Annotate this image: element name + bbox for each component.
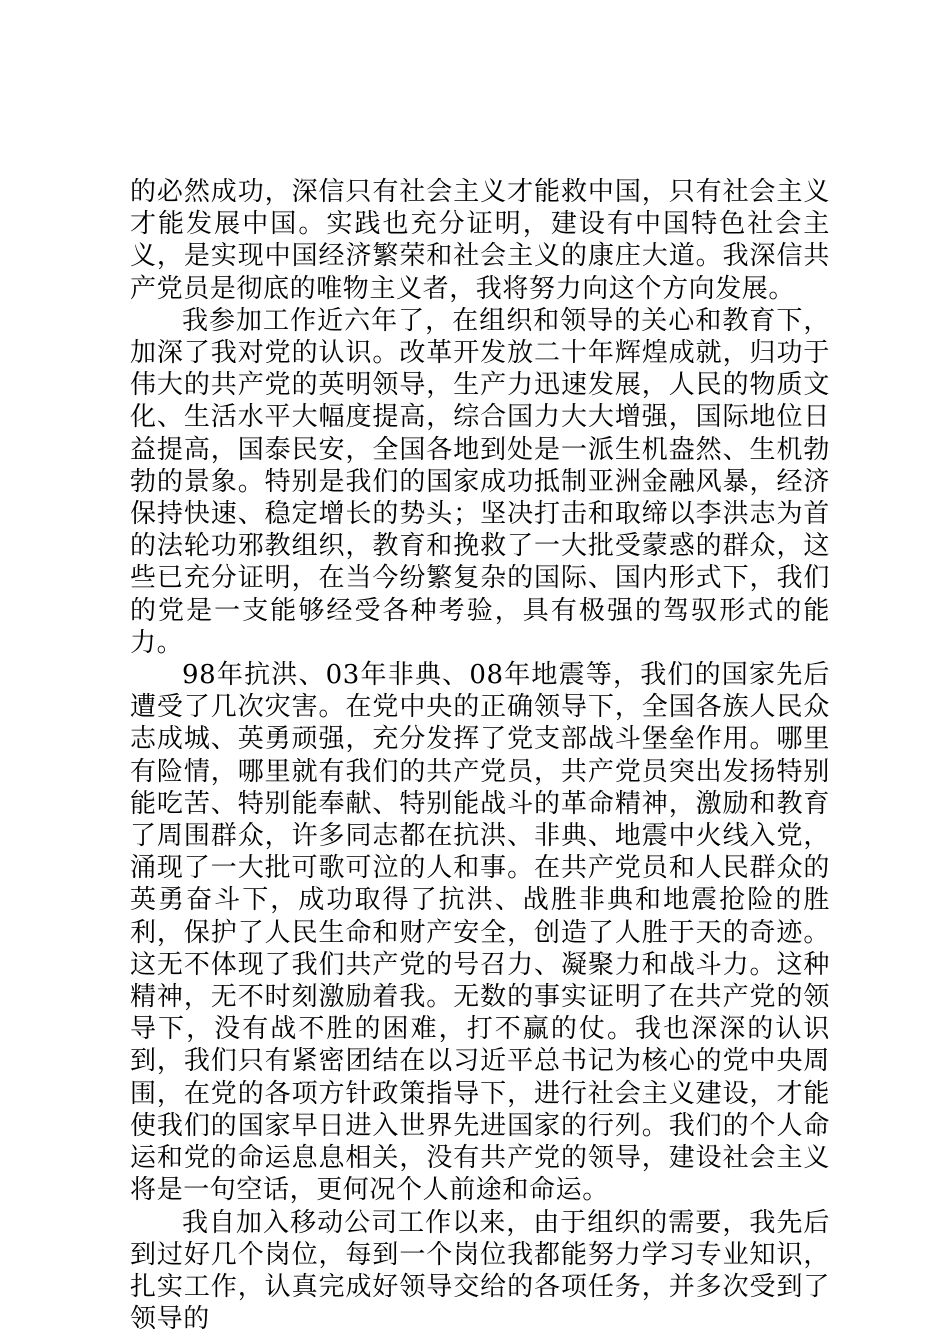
- paragraph-2: 我参加工作近六年了，在组织和领导的关心和教育下，加深了我对党的认识。改革开发放二十年辉煌成就，归功于伟大的共产党的英明领导，生产力迅速发展，人民的物质文化、生活水平大幅度提高，综合国力大大增强，国际地位日益提高，国泰民安，全国各地到处是一派生机盎然、生机勃勃的景象。特别是我们的国家成功抵制亚洲金融风暴，经济保持快速、稳定增长的势头；坚决打击和取缔以李洪志为首的法轮功邪教组织，教育和挽救了一大批受蒙惑的群众，这些已充分证明，在当今纷繁复杂的国际、国内形式下，我们的党是一支能够经受各种考验，具有极强的驾驭形式的能力。: [130, 305, 830, 658]
- paragraph-4: 我自加入移动公司工作以来，由于组织的需要，我先后到过好几个岗位，每到一个岗位我都能努力学习专业知识，扎实工作，认真完成好领导交给的各项任务，并多次受到了领导的: [130, 1207, 830, 1335]
- paragraph-1: 的必然成功，深信只有社会主义才能救中国，只有社会主义才能发展中国。实践也充分证明，建设有中国特色社会主义，是实现中国经济繁荣和社会主义的康庄大道。我深信共产党员是彻底的唯物主义者，我将努力向这个方向发展。: [130, 177, 830, 304]
- paragraph-3: 98年抗洪、03年非典、08年地震等，我们的国家先后遭受了几次灾害。在党中央的正确领导下，全国各族人民众志成城、英勇顽强，充分发挥了党支部战斗堡垒作用。哪里有险情，哪里就有我们的共产党员，共产党员突出发扬特别能吃苦、特别能奉献、特别能战斗的革命精神，激励和教育了周围群众，许多同志都在抗洪、非典、地震中火线入党，涌现了一大批可歌可泣的人和事。在共产党员和人民群众的英勇奋斗下，成功取得了抗洪、战胜非典和地震抢险的胜利，保护了人民生命和财产安全，创造了人胜于天的奇迹。这无不体现了我们共产党的号召力、凝聚力和战斗力。这种精神，无不时刻激励着我。无数的事实证明了在共产党的领导下，没有战不胜的困难，打不赢的仗。我也深深的认识到，我们只有紧密团结在以习近平总书记为核心的党中央周围，在党的各项方针政策指导下，进行社会主义建设，才能使我们的国家早日进入世界先进国家的行列。我们的个人命运和党的命运息息相关，没有共产党的领导，建设社会主义将是一句空话，更何况个人前途和命运。: [130, 660, 830, 1206]
- document-body: [130, 176, 830, 1335]
